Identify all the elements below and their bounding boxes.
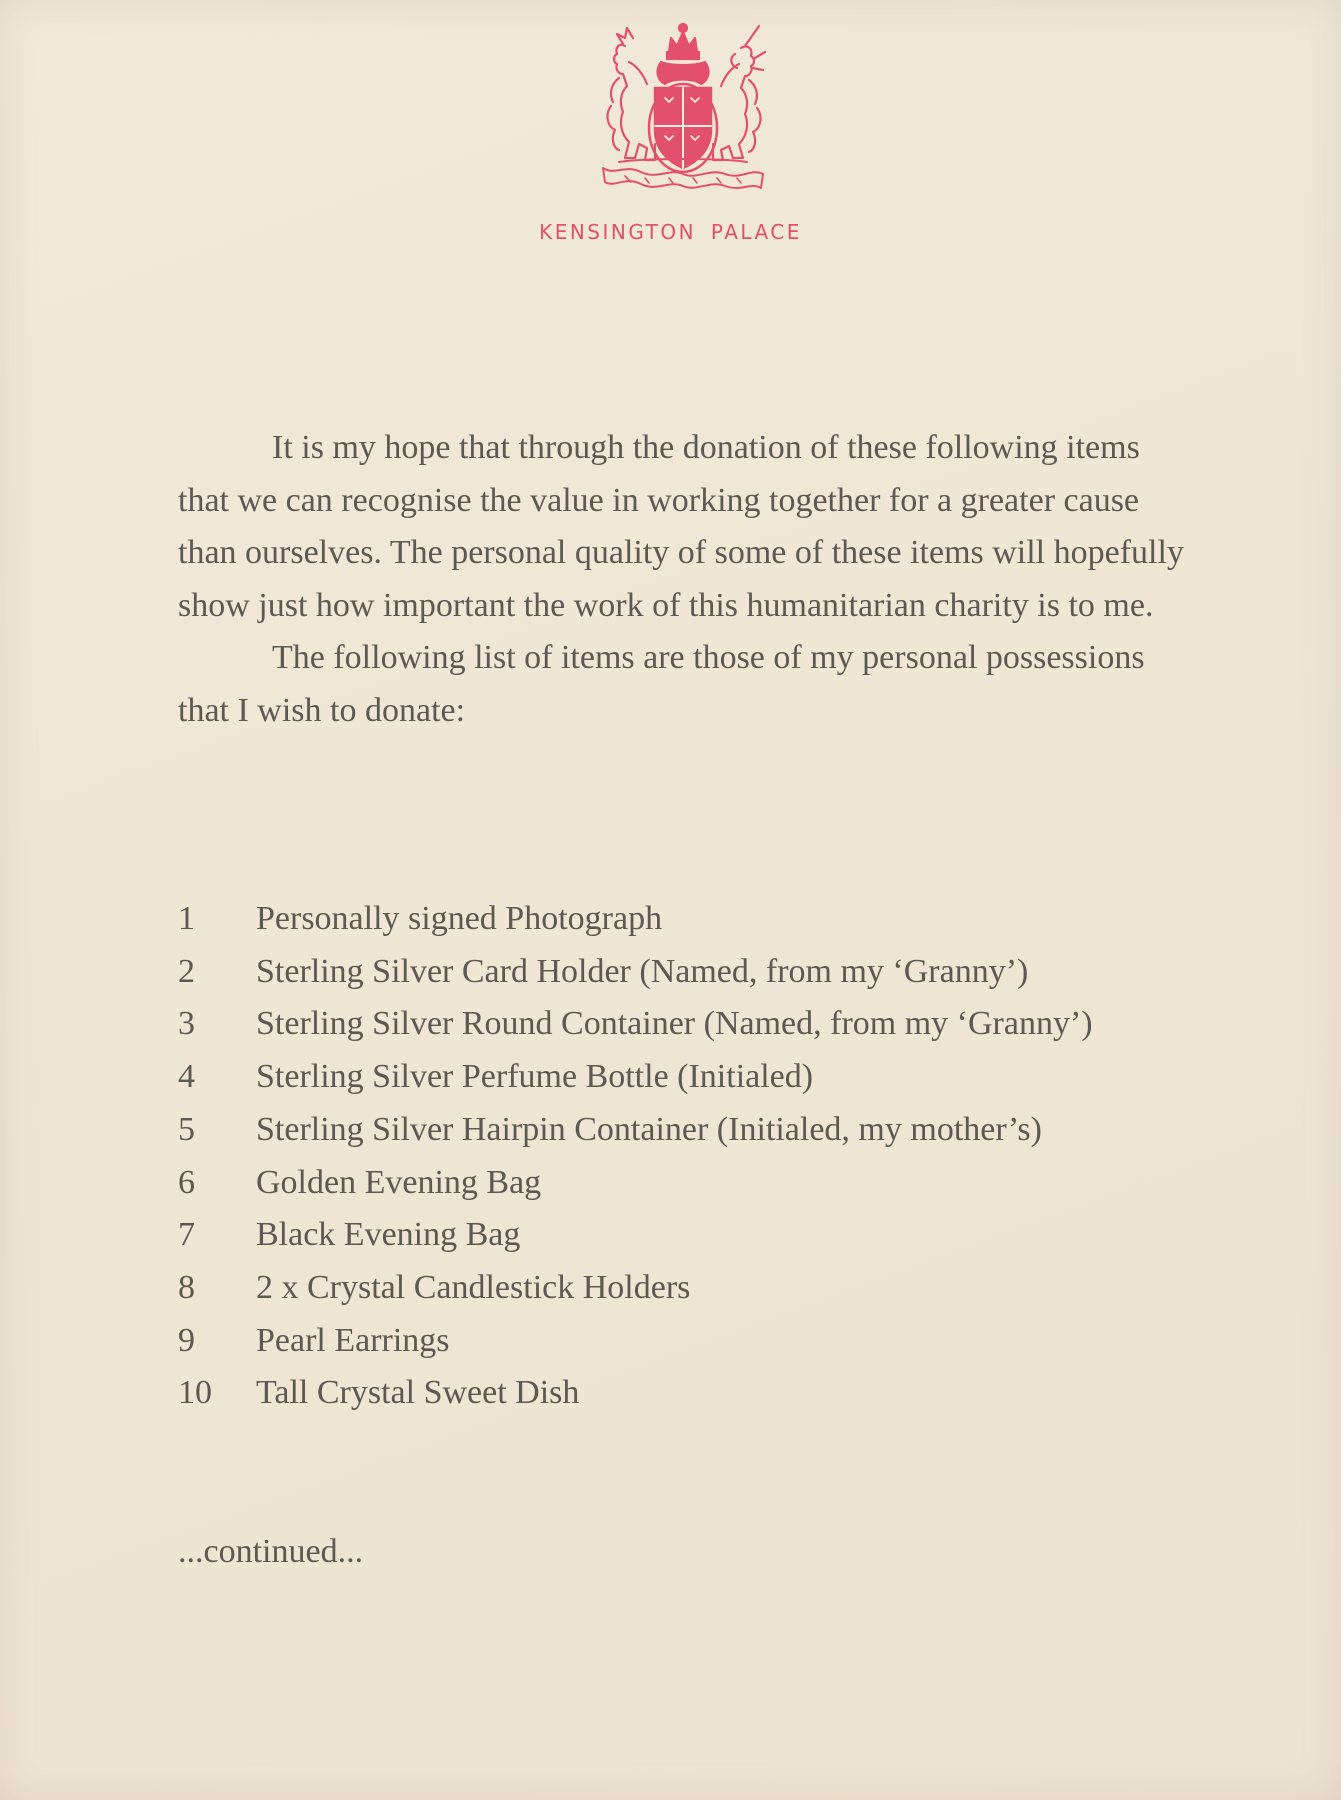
item-text: Sterling Silver Round Container (Named, from my ‘Granny’) bbox=[256, 1005, 1093, 1043]
list-item bbox=[178, 1104, 1228, 1157]
continued-note: ...continued... bbox=[178, 1533, 364, 1570]
item-text: Pearl Earrings bbox=[256, 1321, 450, 1359]
item-number: 7 bbox=[178, 1216, 195, 1254]
list-item bbox=[178, 1262, 1228, 1315]
item-number: 2 bbox=[178, 952, 195, 990]
item-number: 8 bbox=[178, 1268, 195, 1306]
donation-items-list bbox=[178, 893, 1228, 1420]
item-text: Personally signed Photograph bbox=[256, 900, 663, 937]
list-item bbox=[178, 998, 1228, 1051]
item-text: Black Evening Bag bbox=[256, 1216, 521, 1254]
list-item bbox=[178, 1209, 1228, 1262]
item-text: Golden Evening Bag bbox=[256, 1163, 542, 1201]
list-item bbox=[178, 1367, 1228, 1420]
item-number: 3 bbox=[178, 1005, 195, 1043]
item-text: 2 x Crystal Candlestick Holders bbox=[256, 1268, 691, 1306]
item-text: Tall Crystal Sweet Dish bbox=[256, 1374, 580, 1412]
list-item bbox=[178, 893, 1228, 946]
body-paragraph-2: The following list of items are those of my personal possessions that I wish to donate: bbox=[178, 639, 1145, 729]
item-number: 6 bbox=[178, 1163, 195, 1201]
item-text: Sterling Silver Hairpin Container (Initialed, my mother’s) bbox=[256, 1110, 1042, 1148]
letter-body bbox=[178, 422, 1188, 737]
list-item bbox=[178, 1315, 1228, 1368]
body-paragraph-1: It is my hope that through the donation of these following items that we can recognise the value in working together for a greater cause than ourselves. The personal quality of some of these items will hopefully show just how important the work of this humanitarian charity is to me. bbox=[178, 429, 1184, 624]
item-number: 9 bbox=[178, 1321, 195, 1359]
royal-coat-of-arms-icon bbox=[585, 18, 781, 194]
item-text: Sterling Silver Perfume Bottle (Initialed) bbox=[256, 1058, 814, 1096]
letterhead-title: KENSINGTON PALACE bbox=[539, 220, 802, 244]
item-number: 4 bbox=[178, 1058, 195, 1096]
item-number: 10 bbox=[178, 1374, 212, 1412]
item-text: Sterling Silver Card Holder (Named, from my ‘Granny’) bbox=[256, 952, 1029, 990]
list-item bbox=[178, 1157, 1228, 1210]
list-item bbox=[178, 1051, 1228, 1104]
list-item bbox=[178, 946, 1228, 999]
item-number: 1 bbox=[178, 900, 195, 937]
item-number: 5 bbox=[178, 1110, 195, 1148]
